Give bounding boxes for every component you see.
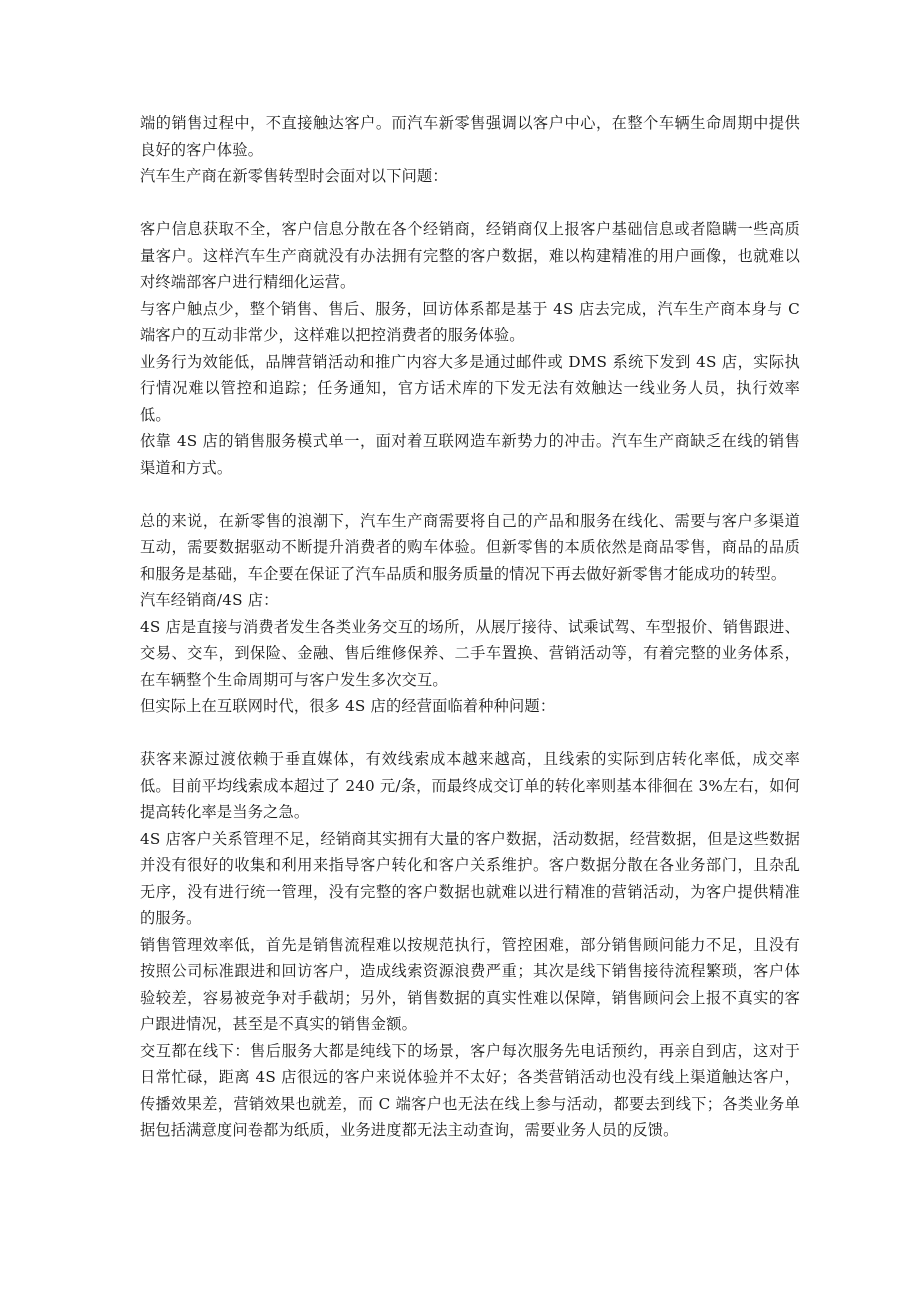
paragraph: 依靠 4S 店的销售服务模式单一，面对着互联网造车新势力的冲击。汽车生产商缺乏在线的销售渠道和方式。: [140, 432, 800, 477]
section-heading: 汽车经销商/4S 店：: [140, 591, 279, 609]
paragraph-gap: [140, 481, 800, 508]
paragraph: 获客来源过渡依赖于垂直媒体，有效线索成本越来越高，且线索的实际到店转化率低，成交率低。目前平均线索成本超过了 240 元/条，而最终成交订单的转化率则基本徘徊在 3%左右，如何提高转化率是当务之急。: [140, 750, 800, 821]
paragraph: 业务行为效能低，品牌营销活动和推广内容大多是通过邮件或 DMS 系统下发到 4S 店，实际执行情况难以管控和追踪；任务通知，官方话术库的下发无法有效触达一线业务人员，执行效率低。: [140, 352, 800, 424]
paragraph: 但实际上在互联网时代，很多 4S 店的经营面临着种种问题：: [140, 697, 556, 715]
paragraph: 4S 店客户关系管理不足，经销商其实拥有大量的客户数据，活动数据，经营数据，但是这些数据并没有很好的收集和利用来指导客户转化和客户关系维护。客户数据分散在各业务部门，且杂乱无序，没有进行统一管理，没有完整的客户数据也就难以进行精准的营销活动，为客户提供精准的服务。: [140, 829, 800, 927]
paragraph: 4S 店是直接与消费者发生各类业务交互的场所，从展厅接待、试乘试驾、车型报价、销售跟进、交易、交车，到保险、金融、售后维修保养、二手车置换、营销活动等，有着完整的业务体系，在车辆整个生命周期可与客户发生多次交互。: [140, 617, 800, 689]
paragraph: 客户信息获取不全，客户信息分散在各个经销商，经销商仅上报客户基础信息或者隐瞒一些高质量客户。这样汽车生产商就没有办法拥有完整的客户数据，难以构建精准的用户画像，也就难以对终端部客户进行精细化运营。: [140, 220, 800, 291]
paragraph: 汽车生产商在新零售转型时会面对以下问题：: [140, 167, 448, 185]
paragraph: 总的来说，在新零售的浪潮下，汽车生产商需要将自己的产品和服务在线化、需要与客户多渠道互动，需要数据驱动不断提升消费者的购车体验。但新零售的本质依然是商品零售，商品的品质和服务是基础，车企要在保证了汽车品质和服务质量的情况下再去做好新零售才能成功的转型。: [140, 511, 800, 583]
paragraph: 销售管理效率低，首先是销售流程难以按规范执行，管控困难，部分销售顾问能力不足，且没有按照公司标准跟进和回访客户，造成线索资源浪费严重；其次是线下销售接待流程繁琐，客户体验较差，容易被竞争对手截胡；另外，销售数据的真实性难以保障，销售顾问会上报不真实的客户跟进情况，甚至是不真实的销售金额。: [140, 935, 800, 1033]
paragraph: 与客户触点少，整个销售、售后、服务，回访体系都是基于 4S 店去完成，汽车生产商本身与 C 端客户的互动非常少，这样难以把控消费者的服务体验。: [140, 299, 800, 344]
paragraph-gap: [140, 190, 800, 217]
paragraph: 交互都在线下：售后服务大都是纯线下的场景，客户每次服务先电话预约，再亲自到店，这对于日常忙碌，距离 4S 店很远的客户来说体验并不太好；各类营销活动也没有线上渠道触达客户，传播效果差，营销效果也就差，而 C 端客户也无法在线上参与活动，都要去到线下；各类业务单据包括满意度问卷都为纸质，业务进度都无法主动查询，需要业务人员的反馈。: [140, 1041, 800, 1139]
paragraph: 端的销售过程中，不直接触达客户。而汽车新零售强调以客户中心，在整个车辆生命周期中提供良好的客户体验。: [140, 114, 800, 159]
paragraph-gap: [140, 720, 800, 747]
document-body: [140, 110, 800, 1144]
